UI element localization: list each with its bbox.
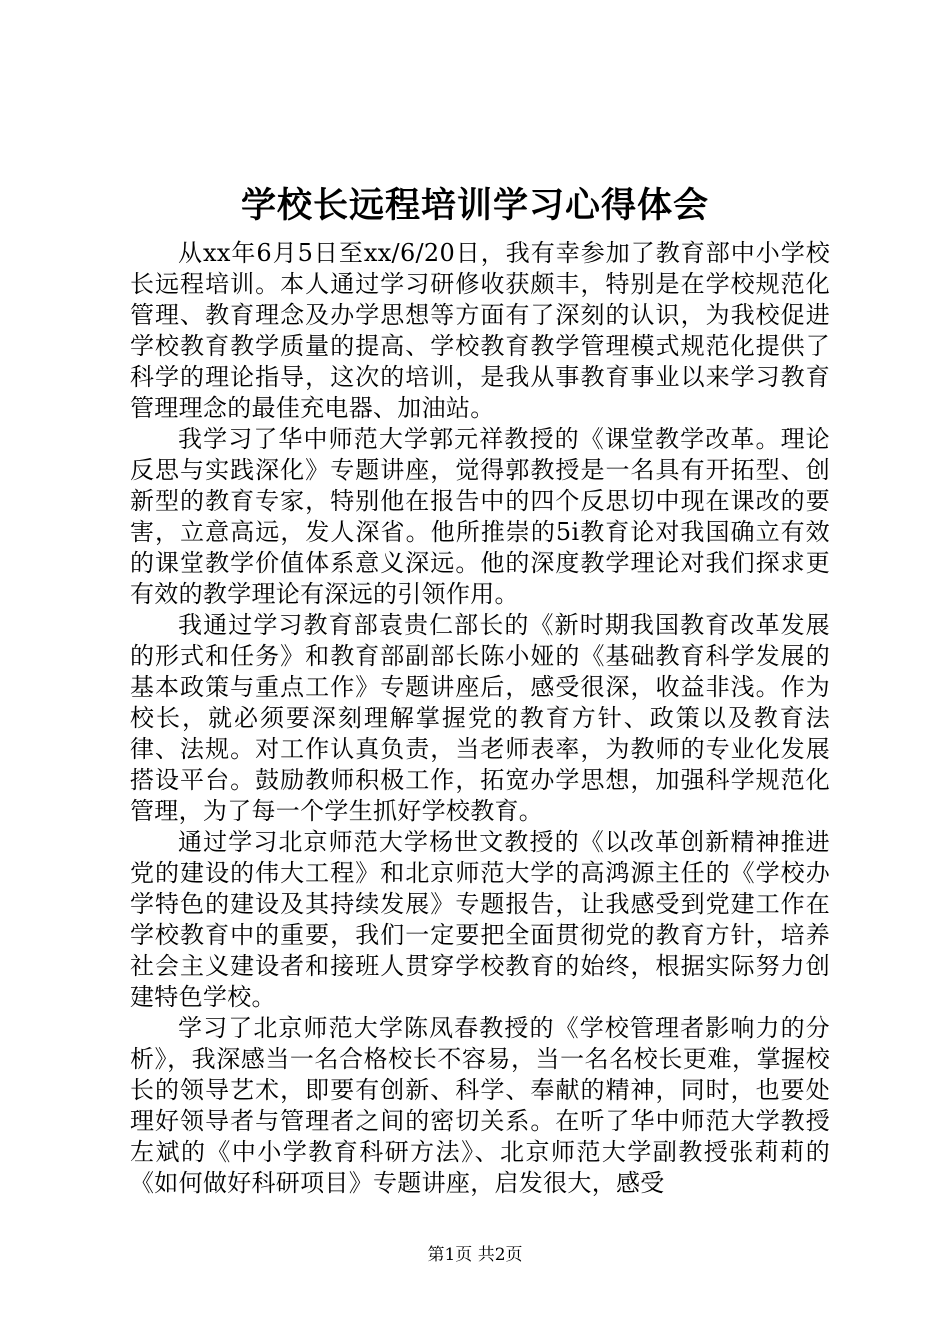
document-title: 学校长远程培训学习心得体会 bbox=[240, 185, 709, 226]
paragraph-3: 我通过学习教育部袁贵仁部长的《新时期我国教育改革发展的形式和任务》和教育部副部长陈小娅的《基础教育科学发展的基本政策与重点工作》专题讲座后，感受很深，收益非浅。作为校长，就必须要深刻理解掌握党的教育方针、政策以及教育法律、法规。对工作认真负责，当老师表率，为教师的专业化发展搭设平台。鼓励教师积极工作，拓宽办学思想，加强科学规范化管理，为了每一个学生抓好学校教育。 bbox=[130, 611, 830, 825]
page-number-footer: 第1页 共2页 bbox=[427, 1245, 523, 1265]
document-body bbox=[130, 238, 830, 1199]
paragraph-4: 通过学习北京师范大学杨世文教授的《以改革创新精神推进党的建设的伟大工程》和北京师范大学的高鸿源主任的《学校办学特色的建设及其持续发展》专题报告，让我感受到党建工作在学校教育中的重要，我们一定要把全面贯彻党的教育方针，培养社会主义建设者和接班人贯穿学校教育的始终，根据实际努力创建特色学校。 bbox=[130, 828, 830, 1011]
paragraph-5: 学习了北京师范大学陈凤春教授的《学校管理者影响力的分析》，我深感当一名合格校长不容易，当一名名校长更难，掌握校长的领导艺术，即要有创新、科学、奉献的精神，同时，也要处理好领导者与管理者之间的密切关系。在听了华中师范大学教授左斌的《中小学教育科研方法》、北京师范大学副教授张莉莉的《如何做好科研项目》专题讲座，启发很大，感受 bbox=[130, 1014, 830, 1197]
paragraph-2: 我学习了华中师范大学郭元祥教授的《课堂教学改革。理论反思与实践深化》专题讲座，觉得郭教授是一名具有开拓型、创新型的教育专家，特别他在报告中的四个反思切中现在课改的要害，立意高远，发人深省。他所推崇的5i教育论对我国确立有效的课堂教学价值体系意义深远。他的深度教学理论对我们探求更有效的教学理论有深远的引领作用。 bbox=[130, 425, 830, 608]
paragraph-1: 从xx年6月5日至xx/6/20日，我有幸参加了教育部中小学校长远程培训。本人通过学习研修收获颇丰，特别是在学校规范化管理、教育理念及办学思想等方面有了深刻的认识，为我校促进学校教育教学质量的提高、学校教育教学管理模式规范化提供了科学的理论指导，这次的培训，是我从事教育事业以来学习教育管理理念的最佳充电器、加油站。 bbox=[130, 239, 830, 422]
